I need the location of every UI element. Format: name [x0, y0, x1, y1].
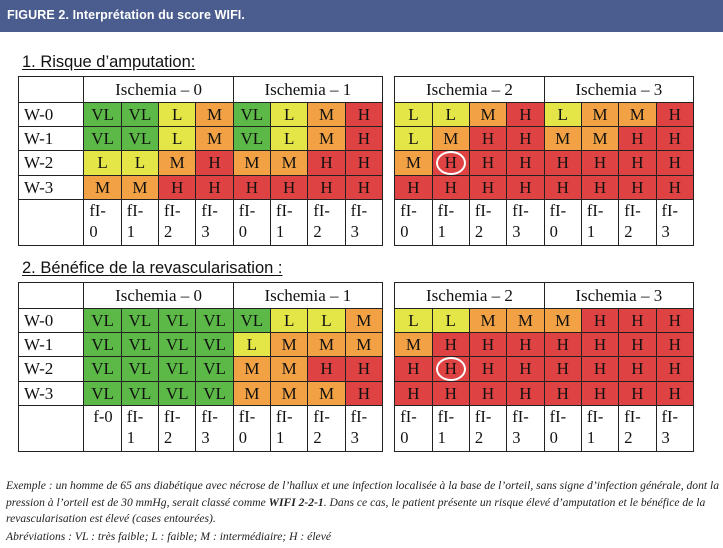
risk-cell: [432, 357, 469, 382]
foot-infection-prefix: fI-: [586, 407, 604, 426]
foot-infection-grade: 0: [549, 428, 558, 447]
risk-cell: M: [395, 151, 432, 176]
risk-cell: M: [581, 127, 618, 151]
risk-cell: M: [469, 309, 506, 333]
risk-cell: M: [121, 176, 158, 200]
wound-grade-label: W-0: [19, 309, 84, 333]
risk-cell: L: [271, 103, 308, 127]
risk-cell: L: [395, 127, 432, 151]
foot-infection-label: [395, 200, 432, 246]
risk-cell: L: [432, 103, 469, 127]
risk-cell: VL: [84, 382, 121, 406]
foot-infection-grade: 3: [350, 428, 359, 447]
ischemia-group-header: Ischemia – 0: [84, 283, 233, 309]
foot-infection-grade: 0: [238, 428, 247, 447]
risk-cell: VL: [233, 309, 270, 333]
foot-infection-grade: 3: [350, 222, 359, 241]
column-gap: [383, 200, 395, 246]
ischemia-group-header: Ischemia – 1: [233, 283, 382, 309]
risk-cell: H: [656, 103, 693, 127]
foot-infection-prefix: fI-: [313, 201, 330, 220]
ischemia-group-header: Ischemia – 3: [544, 77, 693, 103]
risk-cell: H: [469, 357, 506, 382]
risk-cell: H: [507, 151, 544, 176]
risk-cell: M: [271, 382, 308, 406]
risk-cell: H: [581, 151, 618, 176]
risk-cell: VL: [121, 357, 158, 382]
risk-cell: H: [345, 382, 382, 406]
foot-infection-label: [469, 200, 506, 246]
foot-infection-label: [159, 200, 196, 246]
risk-cell: H: [581, 333, 618, 357]
foot-infection-grade: 2: [313, 222, 322, 241]
foot-infection-label: [619, 200, 656, 246]
foot-infection-prefix: fI-: [238, 407, 256, 426]
foot-infection-grade: 2: [474, 222, 484, 241]
risk-cell: M: [84, 176, 121, 200]
risk-cell: H: [619, 309, 656, 333]
risk-cell: H: [308, 151, 345, 176]
figure-header-bar: [0, 0, 723, 32]
risk-cell: H: [619, 151, 656, 176]
risk-cell: H: [345, 176, 382, 200]
risk-cell: H: [619, 357, 656, 382]
foot-infection-grade: 2: [164, 428, 173, 447]
column-gap: [383, 127, 395, 151]
risk-cell: M: [308, 333, 345, 357]
foot-infection-prefix: fI-: [201, 407, 218, 426]
foot-infection-grade: 0: [400, 222, 409, 241]
risk-cell: VL: [121, 127, 158, 151]
foot-infection-label: [308, 200, 345, 246]
foot-infection-label: [345, 200, 382, 246]
risk-cell: M: [271, 357, 308, 382]
risk-cell: H: [619, 127, 656, 151]
risk-cell: H: [345, 103, 382, 127]
foot-infection-prefix: fI-: [400, 407, 417, 426]
column-gap: [383, 103, 395, 127]
wound-grade-label: W-3: [19, 382, 84, 406]
table-row: [19, 382, 694, 406]
foot-infection-label: [159, 406, 196, 452]
risk-cell: H: [544, 357, 581, 382]
risk-cell: H: [395, 382, 432, 406]
foot-infection-prefix: fI-: [437, 201, 455, 220]
table-row: [19, 357, 694, 382]
risk-cell: H: [469, 382, 506, 406]
foot-infection-label: [581, 406, 618, 452]
risk-cell: VL: [159, 382, 196, 406]
risk-cell: M: [196, 103, 233, 127]
risk-cell: VL: [121, 103, 158, 127]
foot-infection-grade: 3: [512, 428, 521, 447]
foot-infection-prefix: fI-: [89, 201, 106, 220]
risk-cell: H: [233, 176, 270, 200]
risk-cell: H: [345, 127, 382, 151]
foot-infection-prefix: fI-: [126, 201, 144, 220]
risk-cell: H: [656, 176, 693, 200]
risk-cell: H: [345, 151, 382, 176]
risk-cell: M: [271, 151, 308, 176]
risk-cell: M: [233, 357, 270, 382]
figure-panel: [0, 32, 723, 476]
risk-cell: VL: [84, 127, 121, 151]
column-gap: [383, 77, 395, 103]
foot-infection-grade: 0: [238, 222, 247, 241]
corner-cell: [19, 77, 84, 103]
risk-cell: L: [159, 127, 196, 151]
abbreviations-line: Abréviations : VL : très faible; L : faible; M : intermédiaire; H : élevé: [6, 530, 331, 543]
risk-cell: VL: [159, 333, 196, 357]
risk-cell: H: [271, 176, 308, 200]
risk-cell: M: [233, 382, 270, 406]
foot-infection-prefix: fI-: [400, 201, 417, 220]
foot-infection-grade: 2: [624, 428, 633, 447]
risk-cell: H: [656, 382, 693, 406]
risk-cell: H: [544, 333, 581, 357]
foot-infection-label: [656, 200, 693, 246]
risk-cell: H: [432, 176, 469, 200]
column-gap: [383, 283, 395, 309]
foot-infection-grade: 3: [201, 222, 210, 241]
foot-infection-prefix: fI-: [126, 407, 144, 426]
ischemia-group-header: Ischemia – 0: [84, 77, 233, 103]
foot-infection-label: [544, 200, 581, 246]
risk-cell: M: [469, 103, 506, 127]
column-gap: [383, 309, 395, 333]
foot-infection-grade: 1: [126, 428, 135, 447]
risk-cell: H: [619, 333, 656, 357]
foot-infection-grade: 1: [586, 222, 596, 241]
foot-infection-grade: 3: [201, 428, 210, 447]
foot-infection-label: [233, 200, 270, 246]
risk-cell: L: [544, 103, 581, 127]
highlighted-risk-circle: H: [436, 357, 466, 381]
risk-cell: H: [656, 309, 693, 333]
table-row: [19, 151, 694, 176]
risk-cell: H: [581, 176, 618, 200]
foot-infection-grade: 3: [512, 222, 521, 241]
foot-infection-prefix: fI-: [661, 407, 678, 426]
risk-cell: M: [196, 127, 233, 151]
foot-infection-label: [507, 200, 544, 246]
foot-infection-prefix: fI-: [437, 407, 455, 426]
risk-cell: H: [469, 176, 506, 200]
foot-infection-grade: 0: [400, 428, 409, 447]
risk-cell: H: [656, 151, 693, 176]
risk-cell: M: [271, 333, 308, 357]
risk-cell: H: [656, 127, 693, 151]
foot-infection-grade: 2: [164, 222, 173, 241]
foot-infection-label: [84, 200, 121, 246]
risk-cell: H: [395, 176, 432, 200]
amputation-risk-table: [18, 76, 694, 246]
risk-cell: M: [432, 127, 469, 151]
table-row: [19, 176, 694, 200]
risk-cell: L: [233, 333, 270, 357]
foot-infection-label: [544, 406, 581, 452]
risk-cell: H: [507, 382, 544, 406]
foot-infection-grade: 0: [549, 222, 558, 241]
risk-cell: L: [308, 309, 345, 333]
foot-infection-prefix: fI-: [624, 201, 641, 220]
risk-cell: M: [159, 151, 196, 176]
risk-cell: VL: [196, 333, 233, 357]
table-row: [19, 127, 694, 151]
foot-infection-label: [121, 406, 158, 452]
risk-cell: M: [544, 309, 581, 333]
risk-cell: L: [121, 151, 158, 176]
risk-cell: M: [345, 333, 382, 357]
risk-cell: H: [345, 357, 382, 382]
risk-cell: M: [308, 127, 345, 151]
foot-infection-label: [196, 200, 233, 246]
foot-infection-grade: 1: [276, 222, 285, 241]
risk-cell: H: [619, 382, 656, 406]
risk-cell: H: [507, 127, 544, 151]
risk-cell: L: [395, 103, 432, 127]
column-gap: [383, 176, 395, 200]
foot-infection-prefix: fI-: [350, 201, 368, 220]
risk-cell: H: [196, 151, 233, 176]
foot-infection-grade: 2: [313, 428, 322, 447]
footer-corner-cell: [19, 406, 84, 452]
foot-infection-prefix: fI-: [164, 407, 181, 426]
risk-cell: H: [432, 333, 469, 357]
risk-cell: L: [271, 127, 308, 151]
risk-cell: M: [233, 151, 270, 176]
section-1-title: 1. Risque d’amputation:: [22, 53, 196, 71]
foot-infection-prefix: fI-: [586, 201, 604, 220]
foot-infection-grade: 2: [474, 428, 484, 447]
ischemia-group-header: Ischemia – 2: [395, 77, 544, 103]
risk-cell: M: [308, 103, 345, 127]
risk-cell: H: [196, 176, 233, 200]
foot-infection-prefix: fI-: [238, 201, 256, 220]
foot-infection-label: [308, 406, 345, 452]
foot-infection-label: [271, 200, 308, 246]
risk-cell: VL: [159, 357, 196, 382]
risk-cell: L: [159, 103, 196, 127]
foot-infection-prefix: fI-: [276, 407, 293, 426]
risk-cell: H: [308, 357, 345, 382]
risk-cell: H: [507, 103, 544, 127]
risk-cell: VL: [121, 309, 158, 333]
footer-corner-cell: [19, 200, 84, 246]
risk-cell: H: [469, 127, 506, 151]
risk-cell: VL: [84, 309, 121, 333]
risk-cell: H: [656, 357, 693, 382]
risk-cell: M: [581, 103, 618, 127]
foot-infection-label: [432, 406, 469, 452]
risk-cell: M: [345, 309, 382, 333]
foot-infection-prefix: fI-: [661, 201, 678, 220]
risk-cell: H: [619, 176, 656, 200]
ischemia-group-header: Ischemia – 2: [395, 283, 544, 309]
foot-infection-grade: 0: [89, 222, 98, 241]
risk-cell: H: [581, 357, 618, 382]
foot-infection-grade: 1: [276, 428, 285, 447]
risk-cell: L: [395, 309, 432, 333]
column-gap: [383, 382, 395, 406]
corner-cell: [19, 283, 84, 309]
risk-cell: H: [469, 333, 506, 357]
foot-infection-label: [656, 406, 693, 452]
example-paragraph: Exemple : un homme de 65 ans diabétique avec nécrose de l’hallux et une infection localisée à la base de l’orteil, sans signe d’infection générale, dont la pression à l’orteil est de 30 mmHg, serait classé comme WIFI 2-2-1. Dans ce cas, le patient présente un risque élevé d’amputation et le bénéfice de la revascularisation est élevé (cases entourées).: [6, 479, 720, 525]
risk-cell: H: [581, 382, 618, 406]
risk-cell: M: [308, 382, 345, 406]
foot-infection-prefix: fI-: [549, 407, 567, 426]
risk-cell: VL: [159, 309, 196, 333]
risk-cell: H: [432, 382, 469, 406]
risk-cell: VL: [84, 333, 121, 357]
foot-infection-label: [121, 200, 158, 246]
foot-infection-label: [469, 406, 506, 452]
risk-cell: H: [581, 309, 618, 333]
foot-infection-prefix: fI-: [549, 201, 567, 220]
ischemia-group-header: Ischemia – 1: [233, 77, 382, 103]
wound-grade-label: W-0: [19, 103, 84, 127]
foot-infection-grade: 1: [437, 222, 446, 241]
risk-cell: VL: [121, 333, 158, 357]
foot-infection-prefix: fI-: [474, 201, 492, 220]
foot-infection-prefix: fI-: [313, 407, 330, 426]
foot-infection-grade: 3: [661, 222, 670, 241]
risk-cell: VL: [121, 382, 158, 406]
section-2-title: 2. Bénéfice de la revascularisation :: [22, 259, 283, 277]
foot-infection-label: [395, 406, 432, 452]
wound-grade-label: W-2: [19, 151, 84, 176]
foot-infection-label: [619, 406, 656, 452]
foot-infection-prefix: fI-: [164, 201, 181, 220]
foot-infection-prefix: fI-: [474, 407, 492, 426]
foot-infection-label: [345, 406, 382, 452]
foot-infection-prefix: fI-: [624, 407, 641, 426]
foot-infection-prefix: fI-: [201, 201, 218, 220]
risk-cell: L: [84, 151, 121, 176]
risk-cell: H: [469, 151, 506, 176]
wound-grade-label: W-1: [19, 127, 84, 151]
wound-grade-label: W-2: [19, 357, 84, 382]
risk-cell: H: [308, 176, 345, 200]
table-row: [19, 103, 694, 127]
foot-infection-label: [196, 406, 233, 452]
risk-cell: M: [507, 309, 544, 333]
foot-infection-prefix: fI-: [350, 407, 368, 426]
risk-cell: M: [395, 333, 432, 357]
foot-infection-label: [507, 406, 544, 452]
foot-infection-prefix: fI-: [512, 407, 529, 426]
table-row: [19, 333, 694, 357]
foot-infection-label: [432, 200, 469, 246]
foot-infection-label: [581, 200, 618, 246]
foot-infection-grade: 3: [661, 428, 670, 447]
table-row: [19, 309, 694, 333]
risk-cell: VL: [196, 382, 233, 406]
risk-cell: H: [159, 176, 196, 200]
risk-cell: H: [544, 382, 581, 406]
foot-infection-label: [233, 406, 270, 452]
column-gap: [383, 333, 395, 357]
risk-cell: H: [544, 151, 581, 176]
wound-grade-label: W-1: [19, 333, 84, 357]
risk-cell: L: [432, 309, 469, 333]
risk-cell: VL: [233, 103, 270, 127]
figure-title: FIGURE 2. Interprétation du score WIFI.: [7, 8, 245, 22]
risk-cell: L: [271, 309, 308, 333]
column-gap: [383, 151, 395, 176]
foot-infection-prefix: f-0: [93, 407, 113, 426]
highlighted-risk-circle: H: [436, 151, 466, 175]
foot-infection-prefix: fI-: [512, 201, 529, 220]
ischemia-group-header: Ischemia – 3: [544, 283, 693, 309]
risk-cell: [432, 151, 469, 176]
risk-cell: VL: [196, 309, 233, 333]
risk-cell: H: [507, 176, 544, 200]
risk-cell: VL: [84, 357, 121, 382]
risk-cell: H: [656, 333, 693, 357]
wifi-score-emphasis: WIFI 2-2-1: [268, 495, 324, 509]
foot-infection-grade: 1: [437, 428, 446, 447]
risk-cell: H: [507, 357, 544, 382]
foot-infection-grade: 1: [126, 222, 135, 241]
risk-cell: H: [507, 333, 544, 357]
risk-cell: VL: [196, 357, 233, 382]
foot-infection-label: [84, 406, 121, 452]
foot-infection-grade: 1: [586, 428, 596, 447]
foot-infection-grade: 2: [624, 222, 633, 241]
column-gap: [383, 357, 395, 382]
foot-infection-label: [271, 406, 308, 452]
foot-infection-prefix: fI-: [276, 201, 293, 220]
risk-cell: VL: [84, 103, 121, 127]
risk-cell: H: [395, 357, 432, 382]
risk-cell: H: [544, 176, 581, 200]
revascularization-benefit-table: [18, 282, 694, 452]
wound-grade-label: W-3: [19, 176, 84, 200]
risk-cell: VL: [233, 127, 270, 151]
risk-cell: M: [544, 127, 581, 151]
risk-cell: M: [619, 103, 656, 127]
column-gap: [383, 406, 395, 452]
